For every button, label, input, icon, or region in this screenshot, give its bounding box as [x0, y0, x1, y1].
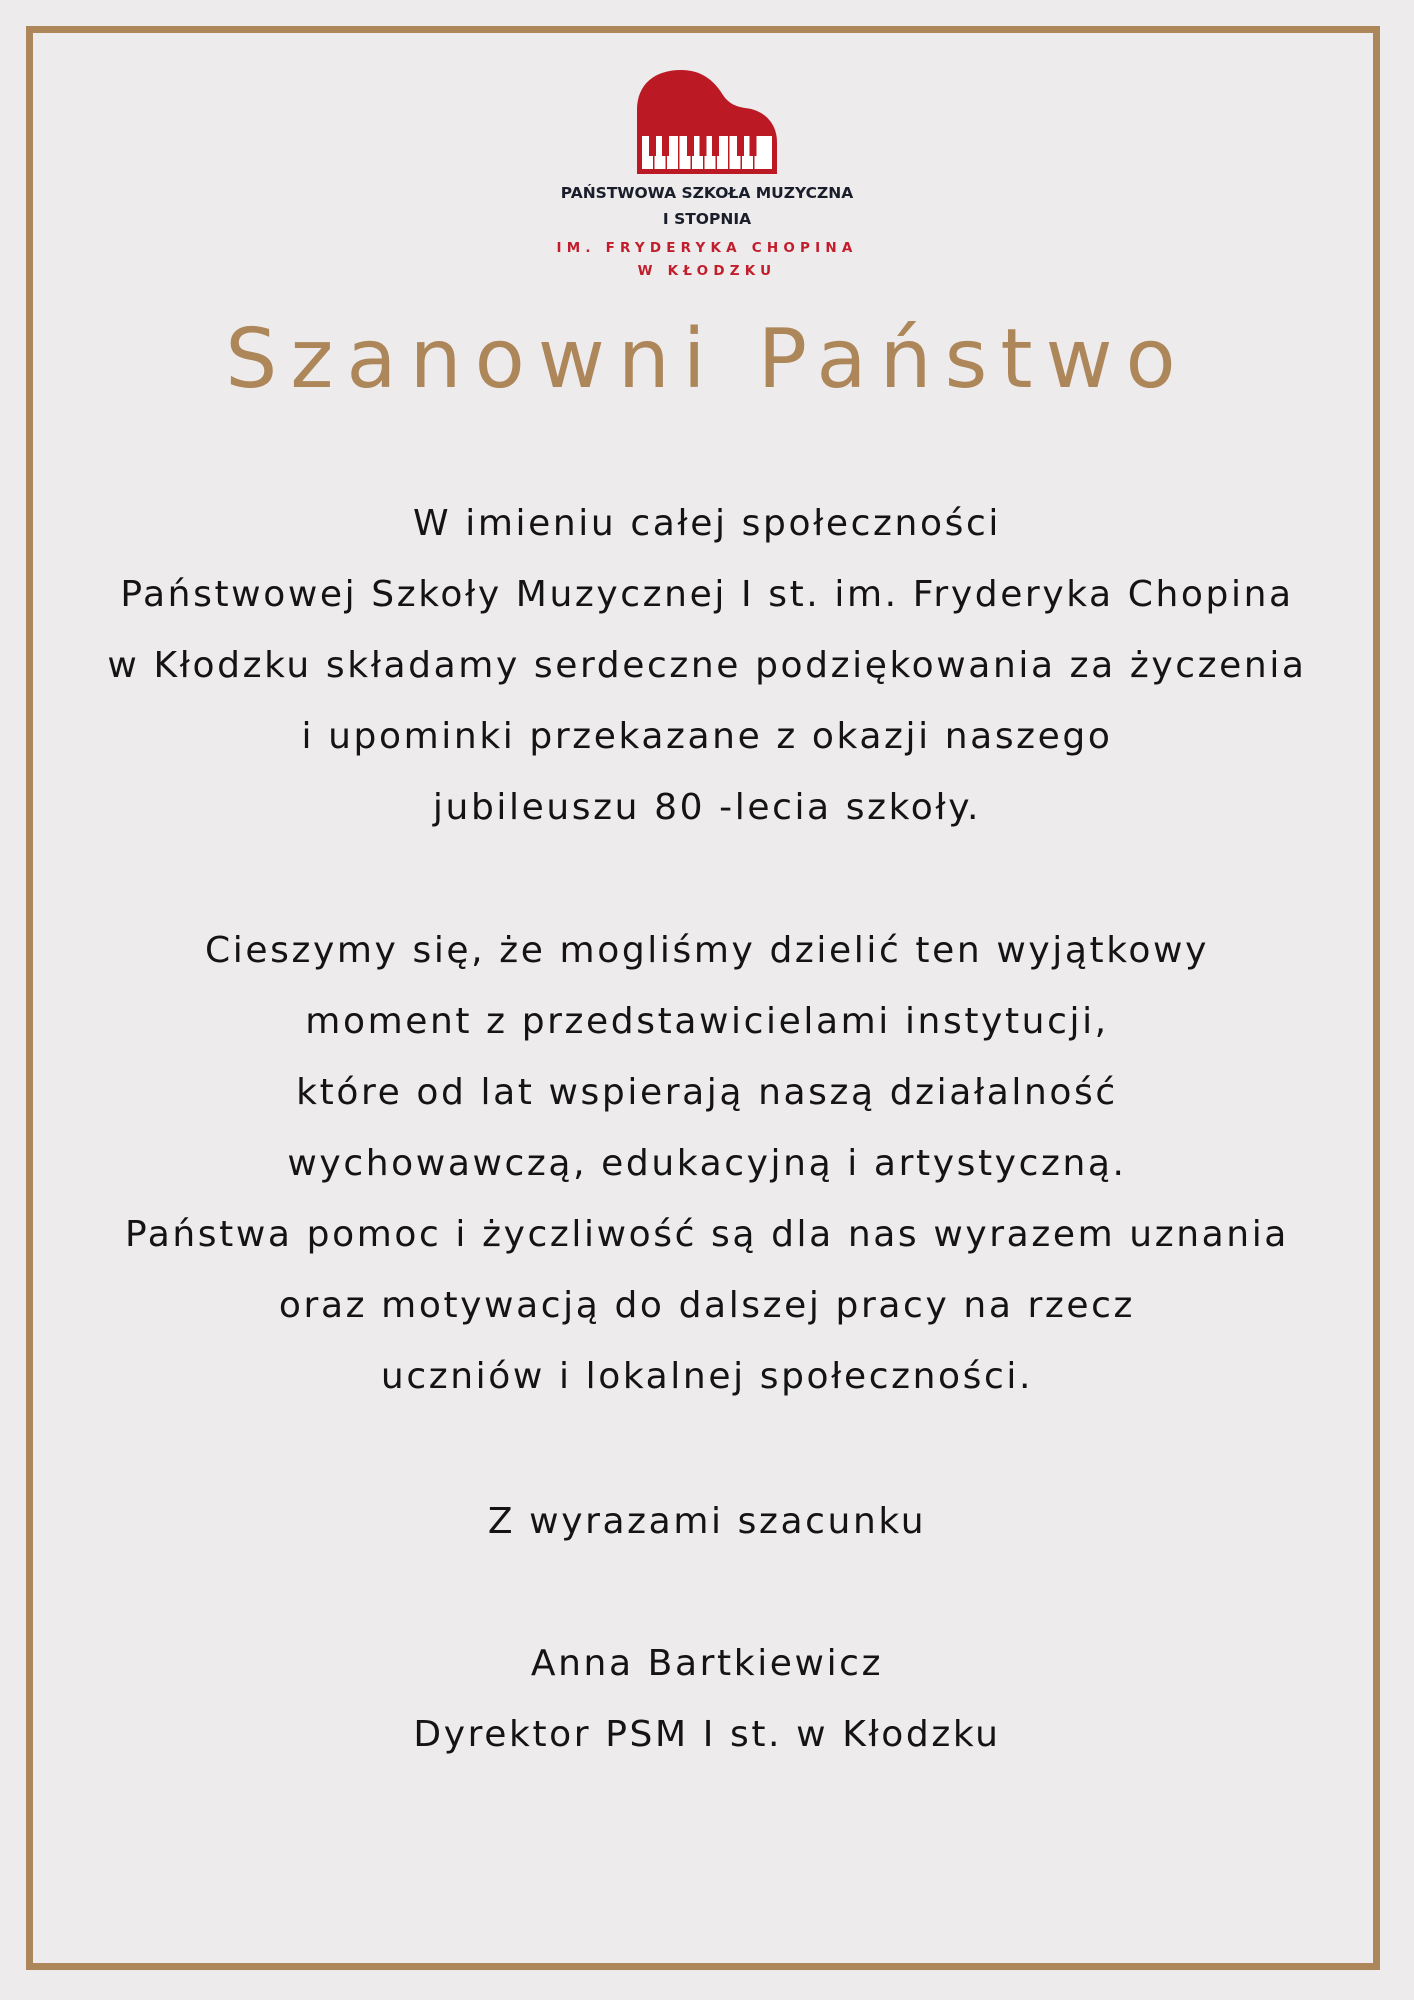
paragraph2-line: Cieszymy się, że mogliśmy dzielić ten wyjątkowy: [205, 930, 1209, 971]
grand-piano-icon: [637, 70, 777, 174]
signature-role: Dyrektor PSM I st. w Kłodzku: [413, 1714, 1001, 1755]
paragraph2-line: moment z przedstawicielami instytucji,: [305, 1001, 1109, 1042]
logo-school-level: I STOPNIA: [662, 210, 752, 228]
paragraph1-line: Państwowej Szkoły Muzycznej I st. im. Fryderyka Chopina: [120, 574, 1294, 615]
closing-phrase: Z wyrazami szacunku: [487, 1501, 927, 1542]
letter-salutation: Szanowni Państwo: [225, 312, 1189, 407]
paragraph2-line: wychowawczą, edukacyjną i artystyczną.: [287, 1143, 1127, 1184]
paragraph2-line: oraz motywacją do dalszej pracy na rzecz: [278, 1285, 1136, 1326]
paragraph2-line: Państwa pomoc i życzliwość są dla nas wyrazem uznania: [125, 1214, 1289, 1255]
paragraph1-line: jubileuszu 80 -lecia szkoły.: [432, 787, 982, 828]
paragraph2-line: uczniów i lokalnej społeczności.: [380, 1356, 1034, 1397]
school-logo: [0, 70, 1414, 279]
signature-name: Anna Bartkiewicz: [530, 1643, 884, 1684]
paragraph1-line: i upominki przekazane z okazji naszego: [301, 716, 1113, 757]
logo-patron: IM. FRYDERYKA CHOPINA: [556, 240, 858, 256]
paragraph2-line: które od lat wspierają naszą działalność: [296, 1072, 1118, 1113]
paragraph1-line: w Kłodzku składamy serdeczne podziękowania za życzenia: [107, 645, 1307, 686]
paragraph1-line: W imieniu całej społeczności: [413, 503, 1001, 544]
logo-school-name: PAŃSTWOWA SZKOŁA MUZYCZNA: [560, 184, 854, 202]
logo-city: W KŁODZKU: [637, 263, 777, 279]
